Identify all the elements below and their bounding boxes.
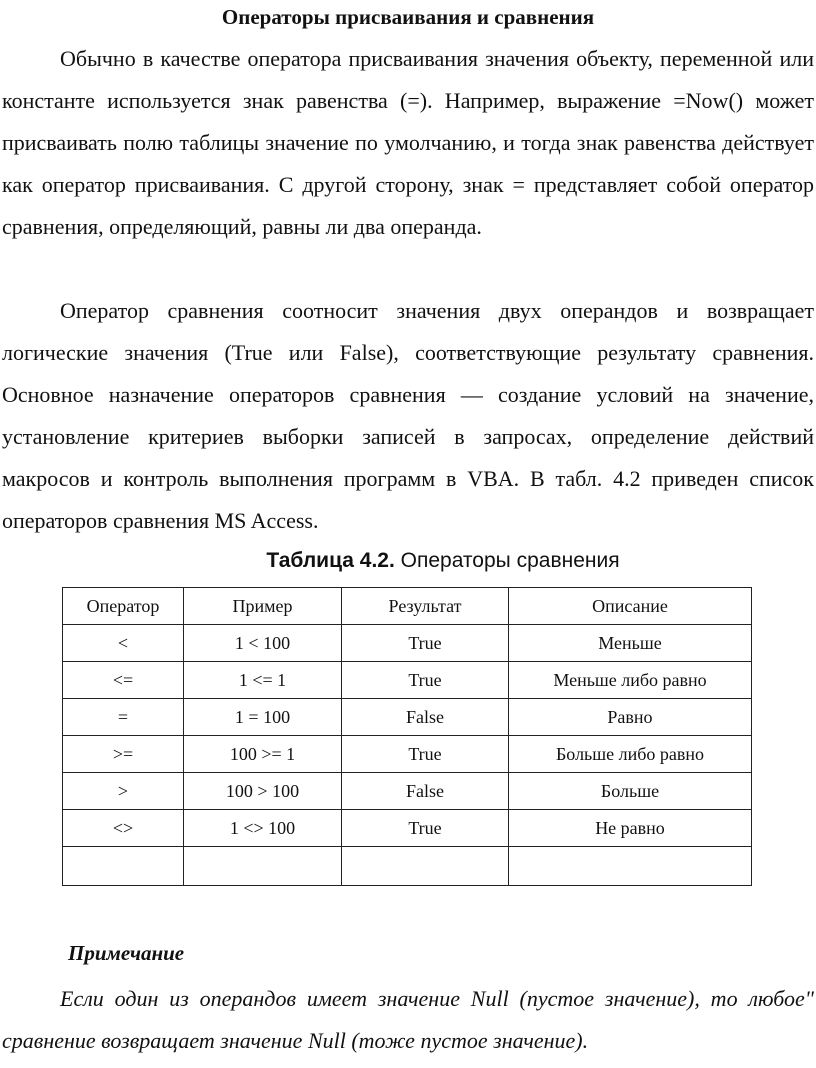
cell-description: Больше xyxy=(509,773,752,810)
paragraph-assignment: Обычно в качестве оператора присваивания значения объекту, переменной или константе используется знак равенства (=). Например, выражение =Now() может присваивать полю таблицы значение по умолчанию, и тогда знак равенства действует как оператор присваивания. С другой сторону, знак = представляет собой оператор сравнения, определяющий, равны ли два операнда. xyxy=(2,46,814,239)
cell-operator: >= xyxy=(63,736,184,773)
cell-operator: < xyxy=(63,625,184,662)
cell-empty xyxy=(342,847,509,886)
cell-example: 100 >= 1 xyxy=(184,736,342,773)
table-row xyxy=(63,662,752,699)
table-header-row xyxy=(63,588,752,625)
cell-description: Меньше xyxy=(509,625,752,662)
cell-description: Не равно xyxy=(509,810,752,847)
table-row xyxy=(63,810,752,847)
cell-operator: > xyxy=(63,773,184,810)
cell-operator: <= xyxy=(63,662,184,699)
table-row xyxy=(63,699,752,736)
cell-result: False xyxy=(342,773,509,810)
note-text: Если один из операндов имеет значение Null (пустое значение), то любое" сравнение возвращает значение Null (тоже пустое значение). xyxy=(2,986,814,1053)
comparison-operators-table xyxy=(62,587,752,886)
cell-result: True xyxy=(342,736,509,773)
cell-result: False xyxy=(342,699,509,736)
table-caption-text: Операторы сравнения xyxy=(400,549,620,572)
cell-result: True xyxy=(342,810,509,847)
table-row xyxy=(63,736,752,773)
cell-result: True xyxy=(342,625,509,662)
table-row xyxy=(63,625,752,662)
cell-description: Больше либо равно xyxy=(509,736,752,773)
cell-empty xyxy=(184,847,342,886)
cell-empty xyxy=(63,847,184,886)
table-row xyxy=(63,773,752,810)
cell-description: Равно xyxy=(509,699,752,736)
cell-result: True xyxy=(342,662,509,699)
cell-operator: <> xyxy=(63,810,184,847)
cell-example: 1 < 100 xyxy=(184,625,342,662)
cell-example: 1 <> 100 xyxy=(184,810,342,847)
header-operator: Оператор xyxy=(63,588,184,625)
cell-example: 1 = 100 xyxy=(184,699,342,736)
table-caption-label: Таблица 4.2. xyxy=(266,549,395,572)
header-description: Описание xyxy=(509,588,752,625)
cell-empty xyxy=(509,847,752,886)
header-example: Пример xyxy=(184,588,342,625)
cell-example: 1 <= 1 xyxy=(184,662,342,699)
cell-example: 100 > 100 xyxy=(184,773,342,810)
cell-operator: = xyxy=(63,699,184,736)
note-title: Примечание xyxy=(68,941,185,965)
header-result: Результат xyxy=(342,588,509,625)
table-caption xyxy=(0,546,816,576)
table-row-empty xyxy=(63,847,752,886)
page-title: Операторы присваивания и сравнения xyxy=(221,5,595,29)
cell-description: Меньше либо равно xyxy=(509,662,752,699)
paragraph-comparison: Оператор сравнения соотносит значения двух операндов и возвращает логические значения (True или False), соответствующие результату сравнения. Основное назначение операторов сравнения — создание условий на значение, установление критериев выборки записей в запросах, определение действий макросов и контроль выполнения программ в VBA. В табл. 4.2 приведен список операторов сравнения MS Access. xyxy=(2,298,814,533)
